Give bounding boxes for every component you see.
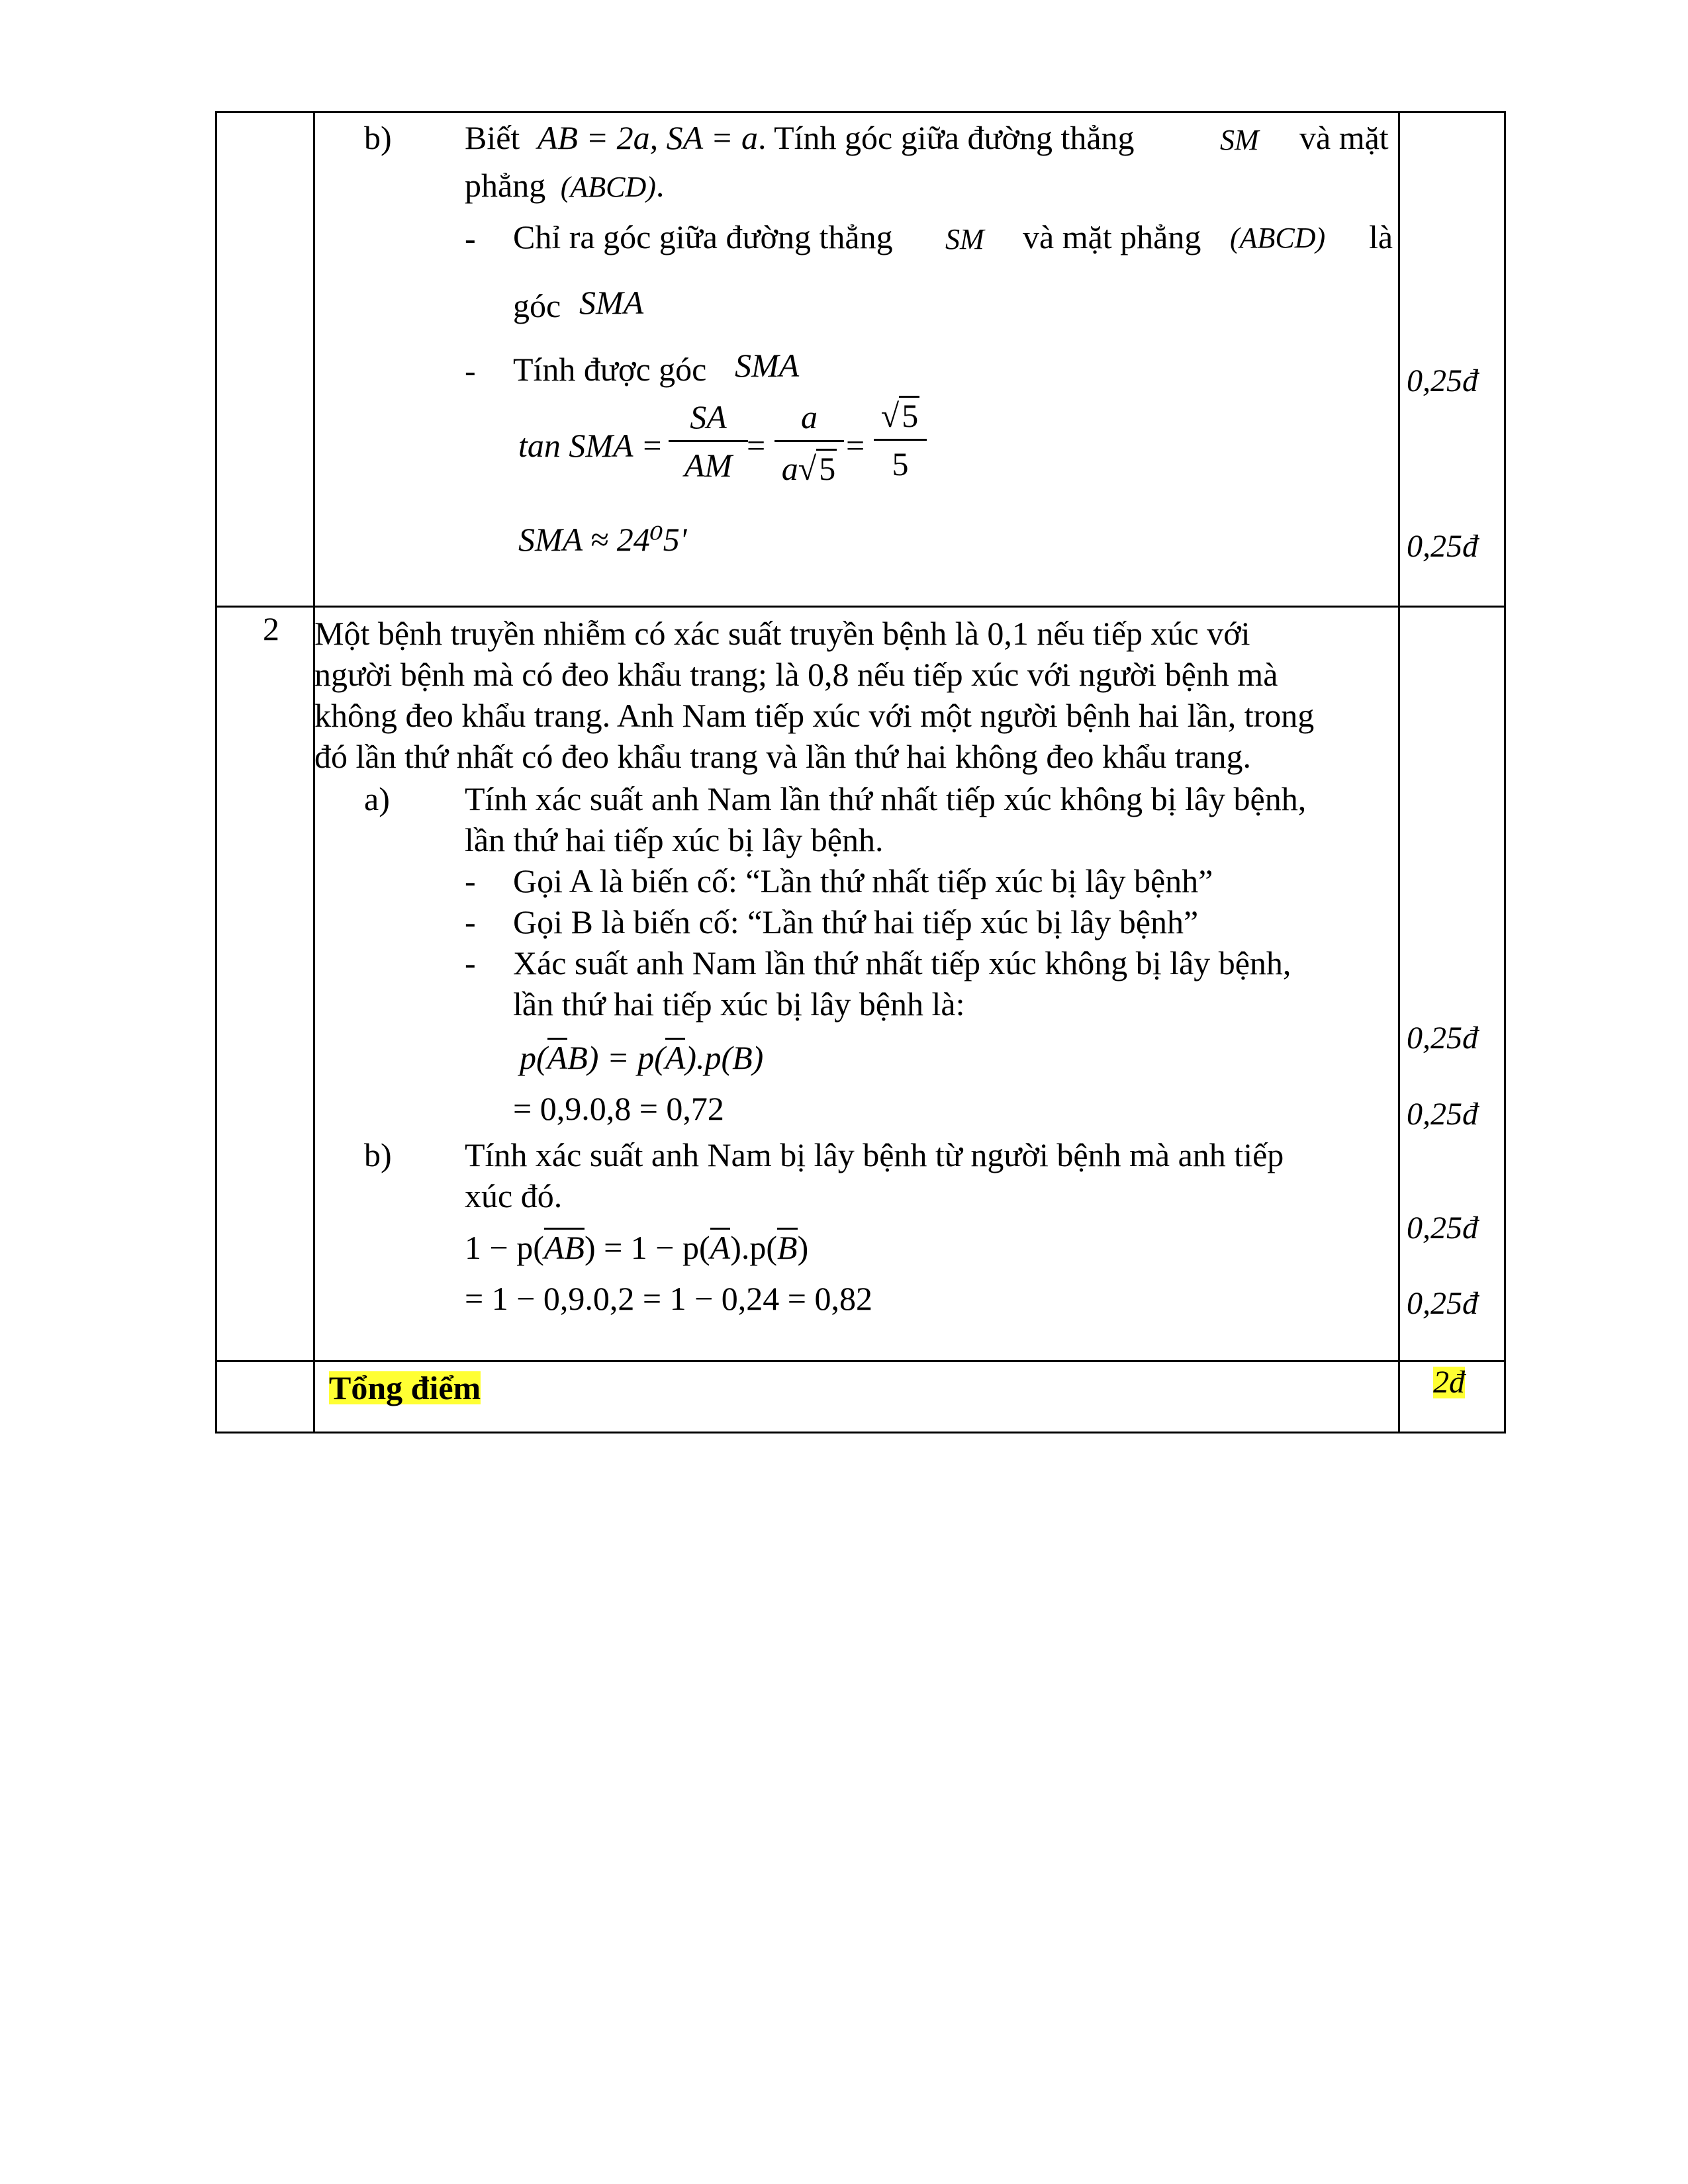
formula-part: B) = p( <box>567 1039 665 1076</box>
bullet-dash: - <box>465 944 476 981</box>
formula-part: ).p(B) <box>685 1039 764 1076</box>
formula-part: 1 − p( <box>465 1229 544 1266</box>
radicand: 5 <box>899 396 919 432</box>
fraction-bar <box>669 440 748 442</box>
va-mat-text: và mặt <box>1299 119 1389 156</box>
sqrt-symbol: √5 <box>880 397 919 434</box>
table-top-border <box>215 111 1506 113</box>
bullet-dash: - <box>465 903 476 940</box>
period: . <box>655 167 665 204</box>
bullet-item: Gọi A là biến cố: “Lần thứ nhất tiếp xúc bị lây bệnh” <box>513 862 1213 899</box>
angle-result: SMA ≈ 24⁰5' <box>518 521 687 558</box>
sm-label: SM <box>1220 124 1259 156</box>
b-bar: B <box>564 1229 585 1266</box>
given-formula: AB = 2a, SA = a <box>537 119 759 156</box>
biet-word: Biết <box>465 119 520 156</box>
problem-line: Một bệnh truyền nhiễm có xác suất truyền bệnh là 0,1 nếu tiếp xúc với <box>314 615 1250 652</box>
fraction-numerator: a <box>801 398 818 435</box>
row-divider <box>215 606 1506 608</box>
row-divider <box>215 1360 1506 1362</box>
phang-line <box>465 169 664 202</box>
b-bar: B <box>777 1229 798 1266</box>
equals-sign: = <box>747 427 766 464</box>
part-a-label: a) <box>364 780 390 817</box>
goc-text: góc <box>513 287 561 324</box>
formula-result-b: = 1 − 0,9.0,2 = 1 − 0,24 = 0,82 <box>465 1280 872 1317</box>
fraction-denominator: 5 <box>892 445 909 482</box>
fraction-numerator <box>874 396 927 432</box>
fraction-denominator: AM <box>684 447 733 484</box>
va-mat-phang-text: và mặt phẳng <box>1023 218 1201 255</box>
bullet-item: Gọi B là biến cố: “Lần thứ hai tiếp xúc bị lây bệnh” <box>513 903 1199 940</box>
sm-label: SM <box>945 223 984 255</box>
part-a-line: Tính xác suất anh Nam lần thứ nhất tiếp xúc không bị lây bệnh, <box>465 780 1307 817</box>
tan-lhs-text: tan SMA = <box>518 427 663 464</box>
table-left-border <box>215 111 217 1433</box>
abcd-plane: (ABCD) <box>560 171 656 203</box>
fraction-numerator: SA <box>690 398 727 435</box>
part-b-label: b) <box>364 1136 392 1173</box>
bullet-item: Xác suất anh Nam lần thứ nhất tiếp xúc không bị lây bệnh, <box>513 944 1291 981</box>
formula-part: p( <box>520 1039 547 1076</box>
tan-lhs <box>518 429 663 462</box>
formula-result-a: = 0,9.0,8 = 0,72 <box>513 1090 724 1127</box>
formula-complement <box>465 1228 808 1264</box>
angle-sma: SMA <box>579 284 644 321</box>
table-right-border <box>1504 111 1506 1433</box>
chi-ra-text: Chỉ ra góc giữa đường thẳng <box>513 218 893 255</box>
a-bar: A <box>710 1229 731 1266</box>
radicand: 5 <box>816 449 837 485</box>
column-divider <box>1398 111 1400 1433</box>
total-label: Tổng điểm <box>329 1369 481 1406</box>
problem-line: người bệnh mà có đeo khẩu trang; là 0,8 nếu tiếp xúc với người bệnh mà <box>314 656 1278 693</box>
bullet-dash: - <box>465 220 476 257</box>
problem-line: không đeo khẩu trang. Anh Nam tiếp xúc với một người bệnh hai lần, trong <box>314 697 1315 734</box>
angle-sma: SMA <box>735 347 800 384</box>
part-b-label: b) <box>364 119 392 156</box>
question-number: 2 <box>263 610 279 647</box>
formula-p-abar-b <box>520 1038 763 1074</box>
la-word: là <box>1369 218 1393 255</box>
fraction-sa-am <box>669 400 748 482</box>
score-label: 0,25đ <box>1407 1210 1478 1246</box>
score-label: 0,25đ <box>1407 1097 1478 1132</box>
formula-part: ).p( <box>730 1229 778 1266</box>
equals-sign: = <box>846 427 865 464</box>
part-b-line: xúc đó. <box>465 1177 563 1214</box>
bullet-dash: - <box>465 352 476 389</box>
den-a: a <box>781 450 798 487</box>
abcd-plane: (ABCD) <box>1230 222 1326 254</box>
table-bottom-border <box>215 1432 1506 1433</box>
fraction-bar <box>774 440 844 442</box>
sqrt-symbol: √5 <box>798 450 836 487</box>
score-label: 0,25đ <box>1407 363 1478 398</box>
a-bar: A <box>665 1039 686 1076</box>
score-label: 0,25đ <box>1407 1021 1478 1056</box>
fraction-root5-over-5 <box>874 396 927 480</box>
a-bar: A <box>547 1039 568 1076</box>
given-text <box>465 121 1135 154</box>
tinh-duoc-goc-text: Tính được góc <box>513 351 707 388</box>
score-label: 0,25đ <box>1407 1286 1478 1321</box>
bullet-continuation: lần thứ hai tiếp xúc bị lây bệnh là: <box>513 985 965 1023</box>
phang-word: phẳng <box>465 167 546 204</box>
a-bar: A <box>543 1229 565 1266</box>
part-a-line: lần thứ hai tiếp xúc bị lây bệnh. <box>465 821 884 858</box>
task-text: . Tính góc giữa đường thẳng <box>758 119 1135 156</box>
formula-part: ) = 1 − p( <box>584 1229 710 1266</box>
problem-line: đó lần thứ nhất có đeo khẩu trang và lần thứ hai không đeo khẩu trang. <box>314 738 1251 775</box>
score-label: 0,25đ <box>1407 529 1478 564</box>
fraction-a-over-a-root5 <box>774 400 844 485</box>
fraction-bar <box>874 439 927 441</box>
fraction-denominator <box>774 449 844 485</box>
bullet-dash: - <box>465 862 476 899</box>
part-b-line: Tính xác suất anh Nam bị lây bệnh từ người bệnh mà anh tiếp <box>465 1136 1284 1173</box>
formula-part: ) <box>797 1229 809 1266</box>
total-score: 2đ <box>1433 1365 1465 1400</box>
